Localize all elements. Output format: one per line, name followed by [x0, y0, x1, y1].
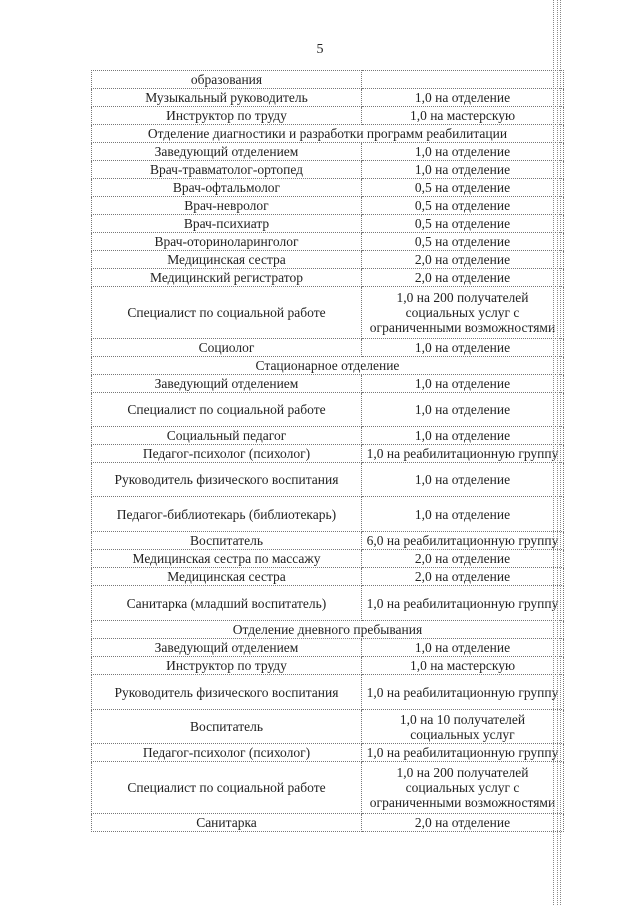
table-row [92, 107, 564, 125]
table-row [92, 215, 564, 233]
staffing-table-body [92, 71, 564, 832]
position-cell: Врач-невролог [92, 197, 362, 215]
table-row [92, 269, 564, 287]
table-row [92, 657, 564, 675]
norm-cell [362, 71, 564, 89]
position-cell: Руководитель физического воспитания [92, 463, 362, 497]
norm-cell: 1,0 на реабилитационную группу [362, 445, 564, 463]
section-title: Отделение дневного пребывания [92, 621, 564, 639]
table-row [92, 568, 564, 586]
section-header-row [92, 357, 564, 375]
position-cell: Специалист по социальной работе [92, 762, 362, 814]
position-cell: Врач-травматолог-ортопед [92, 161, 362, 179]
norm-cell: 0,5 на отделение [362, 215, 564, 233]
section-title: Стационарное отделение [92, 357, 564, 375]
table-row [92, 744, 564, 762]
position-cell: Врач-офтальмолог [92, 179, 362, 197]
position-cell: Специалист по социальной работе [92, 393, 362, 427]
position-cell: Медицинская сестра [92, 568, 362, 586]
norm-cell: 1,0 на мастерскую [362, 107, 564, 125]
norm-cell: 1,0 на отделение [362, 393, 564, 427]
table-row [92, 445, 564, 463]
position-cell: Педагог-психолог (психолог) [92, 744, 362, 762]
section-header-row [92, 621, 564, 639]
norm-cell: 0,5 на отделение [362, 233, 564, 251]
position-cell: Врач-оториноларинголог [92, 233, 362, 251]
scan-artifact-line [553, 0, 554, 905]
norm-cell: 2,0 на отделение [362, 251, 564, 269]
norm-cell: 1,0 на отделение [362, 143, 564, 161]
norm-cell: 1,0 на отделение [362, 463, 564, 497]
norm-cell: 1,0 на 10 получателей социальных услуг [362, 710, 564, 744]
position-cell: образования [92, 71, 362, 89]
norm-cell: 1,0 на отделение [362, 427, 564, 445]
position-cell: Социальный педагог [92, 427, 362, 445]
table-row [92, 71, 564, 89]
norm-cell: 2,0 на отделение [362, 269, 564, 287]
table-row [92, 550, 564, 568]
section-header-row [92, 125, 564, 143]
norm-cell: 1,0 на отделение [362, 497, 564, 532]
norm-cell: 0,5 на отделение [362, 197, 564, 215]
position-cell: Педагог-библиотекарь (библиотекарь) [92, 497, 362, 532]
table-row [92, 814, 564, 832]
position-cell: Медицинская сестра [92, 251, 362, 269]
table-row [92, 762, 564, 814]
norm-cell: 1,0 на отделение [362, 161, 564, 179]
position-cell: Музыкальный руководитель [92, 89, 362, 107]
scan-artifact-line [557, 0, 558, 905]
table-row [92, 197, 564, 215]
table-row [92, 532, 564, 550]
table-row [92, 233, 564, 251]
table-row [92, 675, 564, 710]
norm-cell: 1,0 на 200 получателей социальных услуг с ограниченными возможностями [362, 287, 564, 339]
table-row [92, 463, 564, 497]
norm-cell: 2,0 на отделение [362, 814, 564, 832]
position-cell: Воспитатель [92, 532, 362, 550]
norm-cell: 2,0 на отделение [362, 568, 564, 586]
norm-cell: 1,0 на отделение [362, 339, 564, 357]
norm-cell: 1,0 на реабилитационную группу [362, 744, 564, 762]
position-cell: Заведующий отделением [92, 143, 362, 161]
position-cell: Инструктор по труду [92, 657, 362, 675]
table-row [92, 639, 564, 657]
position-cell: Специалист по социальной работе [92, 287, 362, 339]
table-row [92, 375, 564, 393]
position-cell: Социолог [92, 339, 362, 357]
norm-cell: 1,0 на реабилитационную группу [362, 675, 564, 710]
table-row [92, 393, 564, 427]
norm-cell: 0,5 на отделение [362, 179, 564, 197]
scan-artifact-line [560, 0, 561, 905]
norm-cell: 1,0 на отделение [362, 639, 564, 657]
position-cell: Руководитель физического воспитания [92, 675, 362, 710]
table-row [92, 339, 564, 357]
table-row [92, 427, 564, 445]
position-cell: Педагог-психолог (психолог) [92, 445, 362, 463]
table-row [92, 143, 564, 161]
norm-cell: 1,0 на отделение [362, 375, 564, 393]
position-cell: Санитарка [92, 814, 362, 832]
norm-cell: 1,0 на реабилитационную группу [362, 586, 564, 621]
table-row [92, 161, 564, 179]
table-row [92, 179, 564, 197]
staffing-table [91, 70, 564, 832]
position-cell: Медицинский регистратор [92, 269, 362, 287]
position-cell: Санитарка (младший воспитатель) [92, 586, 362, 621]
page-number: 5 [316, 42, 324, 57]
position-cell: Заведующий отделением [92, 375, 362, 393]
norm-cell: 1,0 на 200 получателей социальных услуг с ограниченными возможностями [362, 762, 564, 814]
norm-cell: 1,0 на мастерскую [362, 657, 564, 675]
position-cell: Заведующий отделением [92, 639, 362, 657]
position-cell: Воспитатель [92, 710, 362, 744]
table-row [92, 287, 564, 339]
table-row [92, 497, 564, 532]
table-row [92, 586, 564, 621]
norm-cell: 6,0 на реабилитационную группу [362, 532, 564, 550]
table-row [92, 251, 564, 269]
norm-cell: 2,0 на отделение [362, 550, 564, 568]
table-row [92, 710, 564, 744]
position-cell: Медицинская сестра по массажу [92, 550, 362, 568]
position-cell: Инструктор по труду [92, 107, 362, 125]
section-title: Отделение диагностики и разработки программ реабилитации [92, 125, 564, 143]
table-row [92, 89, 564, 107]
position-cell: Врач-психиатр [92, 215, 362, 233]
norm-cell: 1,0 на отделение [362, 89, 564, 107]
